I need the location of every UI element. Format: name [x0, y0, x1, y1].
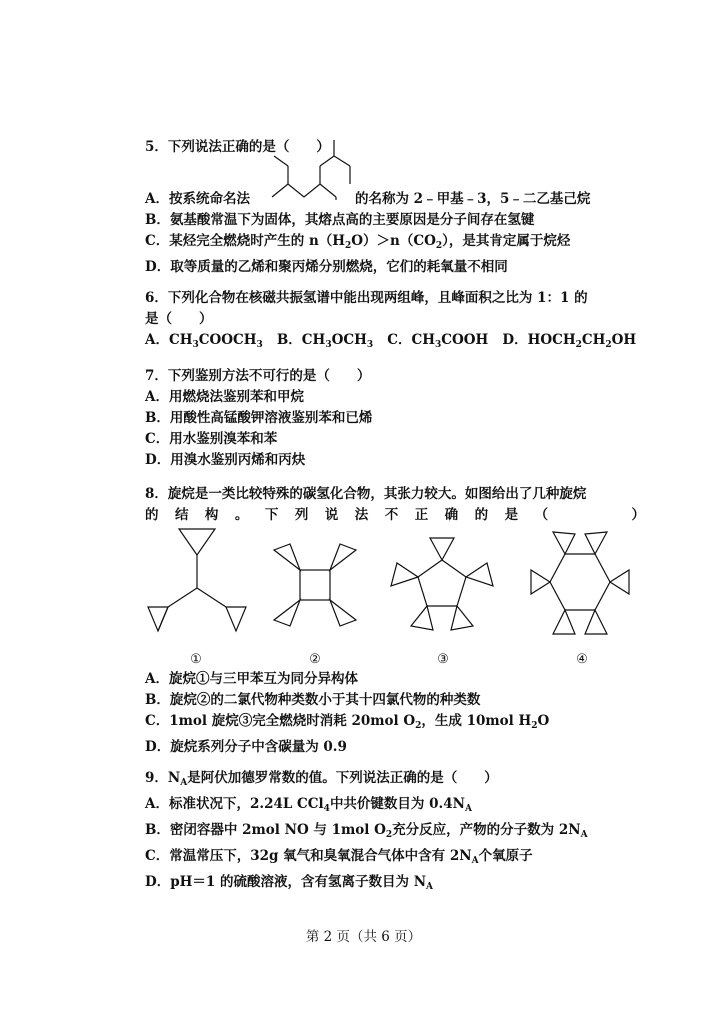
question-8-option-a: A．旋烷①与三甲苯互为同分异构体	[145, 671, 358, 687]
question-8-option-b: B．旋烷②的二氯代物种类数小于其十四氯代物的种类数	[145, 692, 481, 708]
option-d: D．$HOCH_2CH_2OH$	[502, 332, 637, 350]
question-7-option-c: C．用水鉴别溴苯和苯	[145, 431, 278, 447]
question-7-stem: 7．下列鉴别方法不可行的是（ ）	[145, 368, 371, 384]
question-5-option-c: C．某烃完全燃烧时产生的 $n(H_2O)>n(CO_2)$，是其肯定属于烷烃	[145, 233, 571, 251]
page-footer: 第 2 页（共 6 页）	[305, 929, 422, 945]
question-8-option-d: D．旋烷系列分子中含碳量为 0.9	[145, 739, 347, 755]
rotane-label-3: ③	[437, 652, 449, 667]
rotane-label-2: ②	[309, 652, 321, 667]
question-6-stem-2: 是（ ）	[145, 311, 213, 327]
question-9-option-c: C．常温常压下，32g 氧气和臭氧混合气体中含有 $2N_A$个氧原子	[145, 848, 533, 866]
question-9-stem: 9．$N_A$是阿伏加德罗常数的值。下列说法正确的是（ ）	[145, 770, 498, 788]
rotane-label-1: ①	[190, 652, 202, 667]
question-9	[145, 768, 645, 898]
question-9-option-b: B．密闭容器中 2mol NO 与 1mol $O_2$充分反应，产物的分子数为 $2N_A$	[145, 822, 588, 840]
question-8-options	[145, 669, 645, 758]
rotane-label-4: ④	[576, 652, 588, 667]
option-a-prefix: A．按系统命名法	[145, 191, 250, 207]
rotane-3-diagram	[387, 530, 497, 640]
option-b: B．$CH_3OCH_3$	[276, 332, 374, 350]
skeletal-formula-diagram	[268, 136, 368, 206]
question-8-stem-2: 的 结 构 。 下 列 说 法 不 正 确 的 是 （ ）	[145, 507, 645, 523]
question-7-option-d: D．用溴水鉴别丙烯和丙炔	[145, 452, 306, 468]
question-6	[145, 288, 645, 356]
question-7-option-a: A．用燃烧法鉴别苯和甲烷	[145, 389, 304, 405]
question-5-stem: 5．下列说法正确的是（ ）	[145, 139, 330, 155]
question-8	[145, 484, 645, 526]
question-9-option-d: D．pH＝1 的硫酸溶液，含有氢离子数目为 $N_A$	[145, 874, 434, 892]
rotane-1-diagram	[146, 527, 248, 635]
question-6-options	[145, 330, 645, 356]
rotane-4-diagram	[525, 528, 635, 640]
option-c: C．$CH_3COOH$	[387, 332, 489, 350]
question-7-option-b: B．用酸性高锰酸钾溶液鉴别苯和已烯	[145, 410, 373, 426]
question-5	[145, 137, 645, 278]
rotane-2-diagram	[270, 540, 360, 630]
option-a: A．$CH_3COOCH_3$	[145, 332, 263, 350]
question-8-option-c: C．1mol 旋烷③完全燃烧时消耗 20mol $O_2$，生成 10mol $H_2O$	[145, 713, 550, 731]
option-a-suffix: 的名称为 2﹣甲基﹣3，5﹣二乙基己烷	[354, 191, 591, 207]
question-5-option-a	[145, 189, 645, 210]
question-5-option-b: B．氨基酸常温下为固体，其熔点高的主要原因是分子间存在氢键	[145, 212, 535, 228]
question-9-option-a: A．标准状况下，2.24L CCl$_4$中共价键数目为 $0.4N_A$	[145, 796, 472, 814]
question-5-option-d: D．取等质量的乙烯和聚丙烯分别燃烧，它们的耗氧量不相同	[145, 259, 508, 275]
question-6-stem-1: 6．下列化合物在核磁共振氢谱中能出现两组峰，且峰面积之比为 1：1 的	[145, 290, 588, 306]
question-8-stem-1: 8．旋烷是一类比较特殊的碳氢化合物，其张力较大。如图给出了几种旋烷	[145, 486, 587, 502]
question-7	[145, 366, 645, 471]
